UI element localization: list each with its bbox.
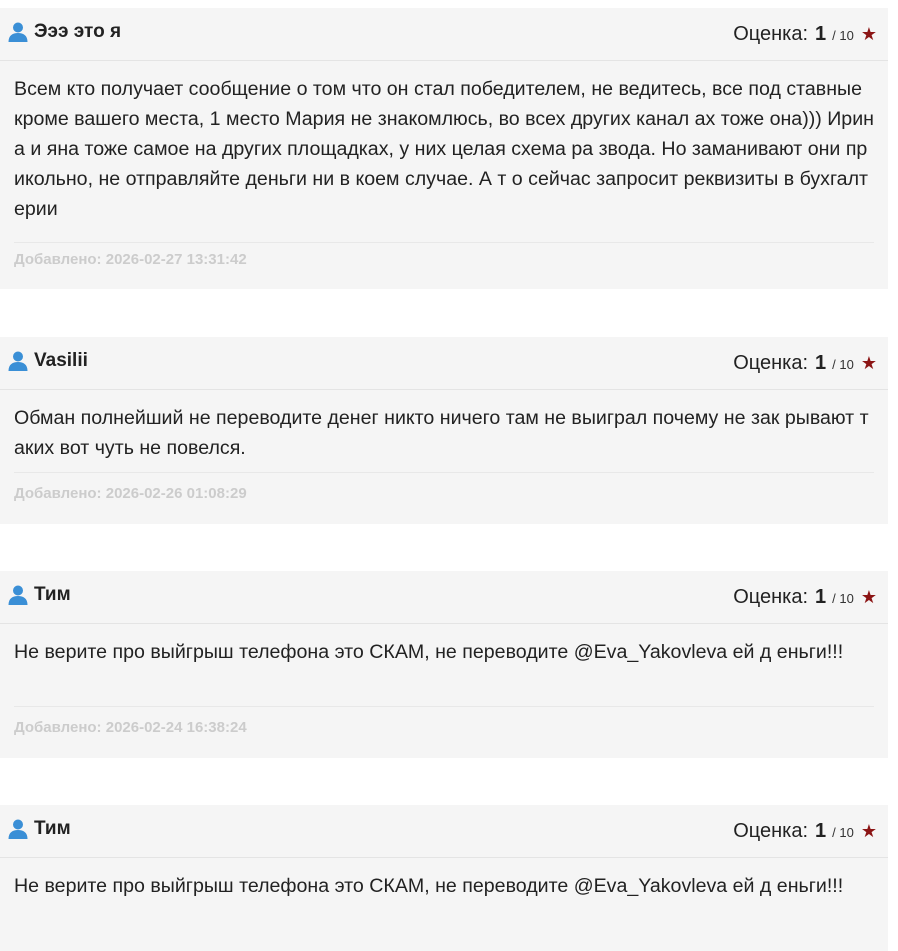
star-icon: ★ [860,587,877,607]
rating-label: Оценка: [733,586,809,608]
review-header [0,805,888,858]
rating-max: / 10 [832,28,854,43]
review-text: Не верите про выйгрыш телефона это СКАМ, не переводите @Eva_Yakovleva ей д еньги!!! [14,875,844,897]
star-icon: ★ [860,821,877,841]
author-name: Тим [34,818,71,839]
rating [733,586,877,609]
review-divider [14,472,874,473]
rating-max: / 10 [832,357,854,372]
rating [733,23,877,46]
review-divider [14,242,874,243]
review-header [0,337,888,390]
review-text: Не верите про выйгрыш телефона это СКАМ, не переводите @Eva_Yakovleva ей д еньги!!! [14,641,844,663]
review-header [0,571,888,624]
review-date: Добавлено: 2026-02-26 01:08:29 [14,485,247,502]
user-icon [7,818,29,840]
review-text: Всем кто получает сообщение о том что он стал победителем, не ведитесь, все под ставные кроме вашего места, 1 место Мария не знакомлюсь, во всех других канал ах тоже она))) Ирина и яна тоже самое на других площадках, у них целая схема ра звода. Но заманивают они прикольно, не отправляйте деньги ни в коем случае. А т о сейчас запросит реквизиты в бухгалтерии [14,78,874,220]
review-text: Обман полнейший не переводите денег никто ничего там не выиграл почему не зак рывают таких вот чуть не повелся. [14,407,869,459]
rating-max: / 10 [832,825,854,840]
review-card [0,8,888,289]
rating-value: 1 [815,352,827,374]
rating [733,820,877,843]
review-header [0,8,888,61]
user-icon [7,21,29,43]
author-name: Тим [34,584,71,605]
review-author[interactable] [7,350,88,372]
review-card [0,337,888,524]
rating-label: Оценка: [733,23,809,45]
review-author[interactable] [7,818,71,840]
rating-label: Оценка: [733,820,809,842]
rating [733,352,877,375]
rating-value: 1 [815,23,827,45]
rating-value: 1 [815,586,827,608]
review-card [0,805,888,951]
star-icon: ★ [860,24,877,44]
review-card [0,571,888,758]
rating-max: / 10 [832,591,854,606]
user-icon [7,350,29,372]
review-divider [14,706,874,707]
star-icon: ★ [860,353,877,373]
review-author[interactable] [7,21,121,43]
author-name: Эээ это я [34,21,122,42]
review-date: Добавлено: 2026-02-24 16:38:24 [14,719,247,736]
review-date: Добавлено: 2026-02-27 13:31:42 [14,251,247,268]
review-author[interactable] [7,584,71,606]
user-icon [7,584,29,606]
rating-value: 1 [815,820,827,842]
rating-label: Оценка: [733,352,809,374]
author-name: Vasilii [34,350,88,371]
